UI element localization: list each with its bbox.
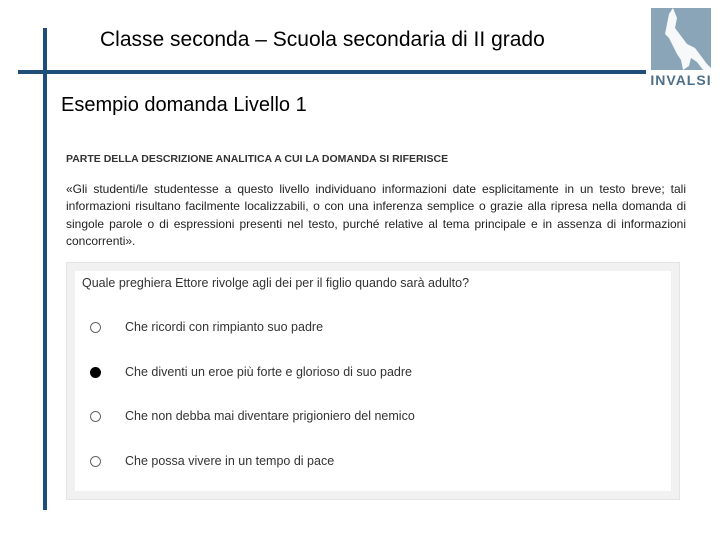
- answer-option-4[interactable]: [90, 451, 334, 471]
- answer-option-1[interactable]: [90, 317, 323, 337]
- logo-map-icon: [651, 8, 711, 70]
- answer-option-label: Che diventi un eroe più forte e glorioso di suo padre: [125, 365, 412, 379]
- question-panel: [75, 271, 671, 491]
- section-title: Esempio domanda Livello 1: [61, 94, 307, 116]
- description-text: «Gli studenti/le studentesse a questo livello individuano informazioni date esplicitamente in un testo breve; tali informazioni risultano facilmente localizzabili, o con una inferenza semplice o grazie alla ripresa nella domanda di singole parole o di espressioni presenti nel testo, purché relative al tema principale e in assenza di informazioni concorrenti».: [66, 182, 686, 248]
- description-heading: PARTE DELLA DESCRIZIONE ANALITICA A CUI LA DOMANDA SI RIFERISCE: [66, 153, 449, 165]
- answer-option-3[interactable]: [90, 406, 415, 426]
- radio-button[interactable]: [90, 322, 101, 333]
- answer-option-2[interactable]: [90, 362, 412, 382]
- slide-header-title: Classe seconda – Scuola secondaria di II grado: [100, 28, 545, 51]
- question-card: [66, 262, 680, 500]
- answer-option-label: Che possa vivere in un tempo di pace: [125, 454, 335, 468]
- logo-text: INVALSI: [650, 72, 712, 88]
- horizontal-accent-line: [18, 70, 646, 74]
- question-text: Quale preghiera Ettore rivolge agli dei per il figlio quando sarà adulto?: [82, 276, 470, 290]
- radio-button[interactable]: [90, 411, 101, 422]
- answer-option-label: Che ricordi con rimpianto suo padre: [125, 320, 324, 334]
- invalsi-logo: [648, 6, 714, 92]
- vertical-accent-line: [43, 28, 47, 510]
- answer-option-label: Che non debba mai diventare prigioniero del nemico: [125, 409, 415, 423]
- radio-button[interactable]: [90, 456, 101, 467]
- radio-button[interactable]: [90, 367, 101, 378]
